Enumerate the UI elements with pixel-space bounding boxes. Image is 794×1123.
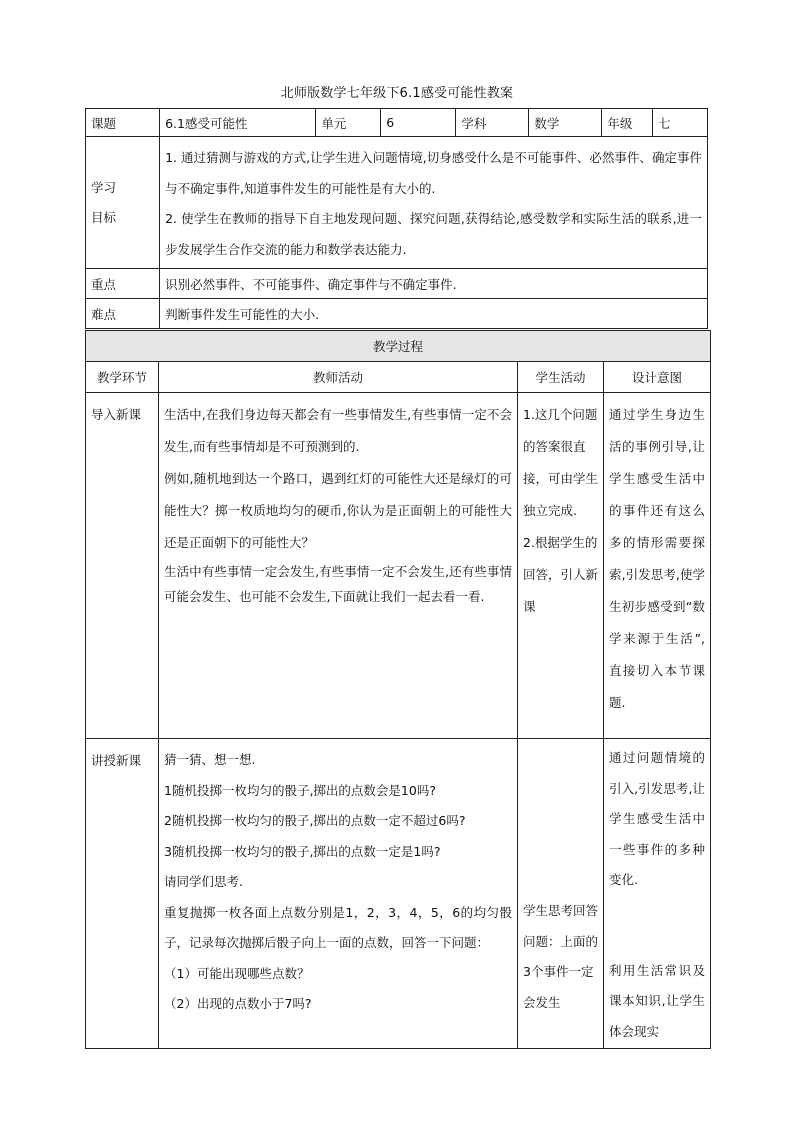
design-new-1: 通过问题情境的引入,引发思考,让学生感受生活中一些事件的多种变化.	[609, 750, 706, 887]
course-label: 课题	[86, 109, 160, 137]
student-intro-1: 1.这几个问题的答案很直接，可由学生独立完成.	[523, 407, 599, 518]
lesson-line-3: 2随机投掷一枚均匀的骰子,掷出的点数一定不超过6吗?	[164, 813, 466, 828]
design-intent-intro: 通过学生身边生活的事例引导,让学生感受生活中的事件还有这么多的情形需要探索,引发思考,使学生初步感受到“数学来源于生活”,直接切入本节课题.	[604, 393, 711, 739]
design-intent-new-lesson	[604, 739, 711, 1049]
lesson-line-6: 重复抛掷一枚各面上点数分别是1，2，3，4，5，6的均匀骰子，记录每次抛掷后骰子向上一面的点数，回答一下问题：	[164, 904, 512, 950]
intro-paragraph-3: 生活中有些事情一定会发生,有些事情一定不会发生,还有些事情可能会发生、也可能不会发生,下面就让我们一起去看一看.	[164, 564, 512, 604]
grade-label: 年级	[602, 109, 653, 137]
teacher-activity-new-lesson	[159, 739, 518, 1049]
document-title: 北师版数学七年级下6.1感受可能性教案	[280, 86, 514, 101]
goal-1: 1. 通过猜测与游戏的方式,让学生进入问题情境,切身感受什么是不可能事件、必然事件、确定事件与不确定事件,知道事件发生的可能性是有大小的.	[165, 150, 702, 196]
col-student-header: 学生活动	[518, 362, 604, 393]
goals-content	[160, 137, 708, 269]
student-activity-new-lesson: 学生思考回答问题：上面的3个事件一定会发生	[518, 739, 604, 1049]
col-teacher-header: 教师活动	[159, 362, 518, 393]
course-value: 6.1感受可能性	[160, 109, 316, 137]
lesson-line-8: （2）出现的点数小于7吗?	[164, 996, 312, 1011]
lesson-line-7: （1）可能出现哪些点数？	[164, 965, 310, 981]
lesson-line-2: 1随机投掷一枚均匀的骰子,掷出的点数会是10吗?	[164, 782, 436, 798]
intro-paragraph-1: 生活中,在我们身边每天都会有一些事情发生,有些事情一定不会发生,而有些事情却是不可预测到的.	[164, 407, 512, 454]
teacher-activity-intro	[159, 393, 518, 739]
goal-2: 2. 使学生在教师的指导下自主地发现问题、探究问题,获得结论,感受数学和实际生活的联系,进一步发展学生合作交流的能力和数学表达能力.	[165, 211, 702, 257]
key-value: 识别必然事件、不可能事件、确定事件与不确定事件.	[160, 269, 708, 299]
unit-label: 单元	[316, 109, 381, 137]
subject-label: 学科	[456, 109, 529, 137]
col-design-header: 设计意图	[604, 362, 711, 393]
stage-new-lesson: 讲授新课	[86, 739, 159, 1049]
grade-value: 七	[653, 109, 708, 137]
lesson-info-table	[85, 108, 708, 329]
subject-value: 数学	[529, 109, 602, 137]
design-new-2: 利用生活常识及课本知识,让学生体会现实	[609, 962, 706, 1039]
unit-value: 6	[381, 109, 456, 137]
teaching-process-table	[85, 330, 711, 1049]
lesson-line-1: 猜一猜、想一想.	[164, 752, 256, 767]
lesson-line-4: 3随机投掷一枚均匀的骰子,掷出的点数一定是1吗?	[164, 843, 441, 859]
difficulty-value: 判断事件发生可能性的大小.	[160, 299, 708, 329]
goals-label-line2: 目标	[91, 209, 117, 225]
difficulty-label: 难点	[86, 299, 160, 329]
goals-label	[86, 137, 160, 269]
process-header: 教学过程	[86, 331, 711, 362]
goals-label-line1: 学习	[91, 179, 117, 195]
lesson-line-5: 请同学们思考.	[164, 874, 243, 889]
stage-intro: 导入新课	[86, 393, 159, 739]
student-activity-intro	[518, 393, 604, 739]
intro-paragraph-2: 例如,随机地到达一个路口，遇到红灯的可能性大还是绿灯的可能性大？掷一枚质地均匀的硬币,你认为是正面朝上的可能性大还是正面朝下的可能性大？	[164, 471, 512, 550]
key-label: 重点	[86, 269, 160, 299]
col-stage-header: 教学环节	[86, 362, 159, 393]
student-intro-2: 2.根据学生的回答，引人新课	[523, 535, 599, 614]
